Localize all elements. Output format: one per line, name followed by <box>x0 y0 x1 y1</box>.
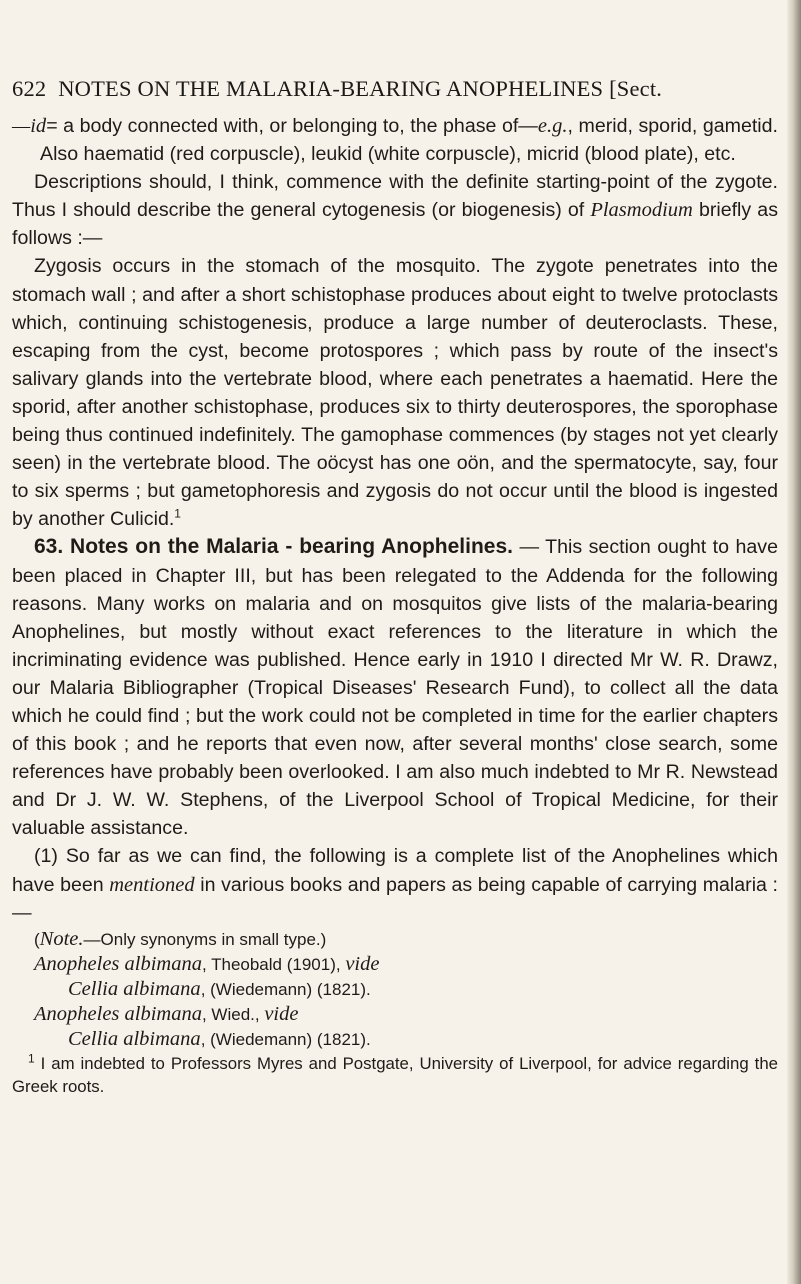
note-text: —Only synonyms in small type.) <box>83 929 327 949</box>
vide-word: vide <box>264 1002 299 1025</box>
footnote-reference: 1 <box>174 506 181 521</box>
synonym-name: Cellia albimana <box>68 977 201 1000</box>
section-heading: 63. Notes on the Malaria - bearing Anophelines. <box>34 535 513 559</box>
species-name: Anopheles albimana <box>34 952 202 975</box>
footnote <box>12 1052 778 1098</box>
synonym-name: Cellia albimana <box>68 1027 201 1050</box>
eg-abbrev: e.g. <box>537 115 568 137</box>
list-item-synonym <box>12 977 778 1002</box>
list-item <box>12 1002 778 1027</box>
species-name: Anopheles albimana <box>34 1002 202 1025</box>
list-item <box>12 952 778 977</box>
paragraph-list-intro <box>12 842 778 926</box>
page-edge-shadow <box>787 0 801 1284</box>
paragraph-zygosis <box>12 252 778 533</box>
zygosis-text: Zygosis occurs in the stomach of the mosquito. The zygote penetrates into the stomach wall ; and after a short schistophase produces about eight to twelve protoclasts which, continuing schistogenesis, produce a large number of deuteroclasts. These, escaping from the cyst, become protospores ; which pass by route of the insect's salivary glands into the vertebrate blood, where each penetrates a haematid. Here the sporid, after another schistophase, produces six to thirty deuterospores, the sporophase being thus continued indefinitely. The gamophase commences (by stages not yet clearly seen) in the vertebrate blood. The oöcyst has one oön, and the spermatocyte, say, four to six sperms ; but gametophoresis and zygosis do not occur until the blood is ingested by another Culicid. <box>12 255 778 531</box>
list-item-synonym <box>12 1027 778 1052</box>
vide-word: vide <box>345 952 380 975</box>
running-header <box>12 76 772 102</box>
species-author: , Wied., <box>201 1004 265 1024</box>
genus-plasmodium: Plasmodium <box>590 199 693 222</box>
suffix-definition-text: = a body connected with, or belonging to, the phase of— <box>46 115 538 137</box>
footnote-marker: 1 <box>28 1051 35 1066</box>
list-intro-text-b: in various books and papers as being capable of carrying malaria :— <box>12 873 778 924</box>
paragraph-suffix-definition <box>12 112 778 168</box>
synonym-author: , (Wiedemann) (1821). <box>200 979 371 999</box>
page-number: 622 <box>12 76 47 101</box>
suffix-examples-text: , merid, sporid, gametid. Also haematid (red corpuscle), leukid (white corpuscle), micrid (blood plate), etc. <box>40 115 778 166</box>
descriptions-text-b: briefly as follows :— <box>12 199 778 250</box>
list-intro-text-a: (1) So far as we can find, the following is a complete list of the Anophelines which have been <box>12 845 778 896</box>
section-63-text: — This section ought to have been placed in Chapter III, but has been relegated to the Addenda for the following reasons. Many works on malaria and on mosquitos give lists of the malaria-bearing Anophelines, but mostly without exact references to the literature in which the incriminating evidence was published. Hence early in 1910 I directed Mr W. R. Drawz, our Malaria Bibliographer (Tropical Diseases' Research Fund), to collect all the data which he could find ; but the work could not be completed in time for the earlier chapters of this book ; and he reports that even now, after several months' close search, some references have probably been overlooked. I am also much indebted to Mr R. Newstead and Dr J. W. W. Stephens, of the Liverpool School of Tropical Medicine, for their valuable assistance. <box>12 536 778 840</box>
note-label: Note. <box>39 927 84 950</box>
species-list <box>12 927 778 1052</box>
species-author: , Theobald (1901), <box>201 954 346 974</box>
list-note: (Note.—Only synonyms in small type.) <box>34 927 327 950</box>
page-body <box>12 112 778 1098</box>
synonym-author: , (Wiedemann) (1821). <box>200 1029 371 1049</box>
suffix-term: —id <box>12 115 47 137</box>
running-title: NOTES ON THE MALARIA-BEARING ANOPHELINES [Sect. <box>58 76 663 101</box>
footnote-text: I am indebted to Professors Myres and Postgate, University of Liverpool, for advice regarding the Greek roots. <box>12 1053 778 1096</box>
mentioned-word: mentioned <box>109 873 195 896</box>
paragraph-section-63 <box>12 533 778 842</box>
descriptions-text-a: Descriptions should, I think, commence with the definite starting-point of the zygote. Thus I should describe the general cytogenesis (or biogenesis) of <box>12 171 778 222</box>
paragraph-descriptions <box>12 168 778 252</box>
